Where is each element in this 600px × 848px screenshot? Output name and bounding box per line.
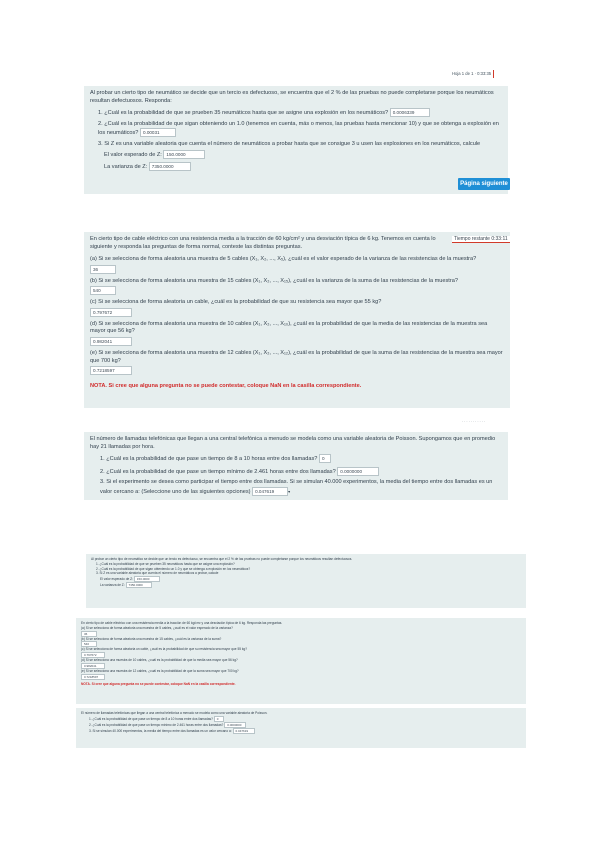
- tires-q3b-input[interactable]: 7350.0000: [149, 162, 191, 171]
- question-panel-calls: [84, 432, 508, 500]
- cables-p1-input[interactable]: 36: [90, 265, 116, 274]
- tires-q3b: [104, 162, 502, 172]
- cables-p5-input[interactable]: 0.7218597: [90, 366, 132, 375]
- header-time-text: Hoja 1 de 1 · 0:33:35: [452, 71, 492, 77]
- thumb2-nota: NOTA. Si cree que alguna pregunta no se puede contestar, coloque NaN en la casilla correspondiente.: [81, 681, 236, 686]
- thumb2-line-4: (d) Si se selecciona una muestra de 10 cables, ¿cuál es la probabilidad de que la media sea mayor que 56 kg?: [81, 658, 238, 663]
- tires-q1-text: 1. ¿Cuál es la probabilidad de que se prueben 35 neumáticos hasta que se asigne una explosión en los neumáticos?: [98, 110, 389, 117]
- cables-nota: NOTA. Si cree que alguna pregunta no se puede contestar, coloque NaN en la casilla correspondiente.: [90, 383, 362, 390]
- question-panel-tires: [84, 86, 508, 194]
- calls-r3-select[interactable]: 0.047619: [252, 487, 288, 496]
- tires-q2-text: 2. ¿Cuál es la probabilidad de que sigan obteniendo un 1.0 (tenemos en cuenta, más o menos, las pruebas hasta mencionar 10) y que se obtenga a explosión en los neumáticos?: [98, 120, 499, 137]
- thumb2-input-3[interactable]: 0.982041: [81, 663, 105, 669]
- thumb1-line-2: 2. ¿Cuál es la probabilidad de que sigan obteniendo un 1.0 y que se obtenga a explosión en los neumáticos?: [96, 566, 251, 571]
- thumb2-line-0: En cierto tipo de cable eléctrico con una resistencia media a la tracción de 60 kg/cm² y una desviación típica de 6 kg. Responda las preguntas.: [81, 621, 283, 625]
- thumb2-line-1: (a) Si se selecciona de forma aleatoria una muestra de 5 cables, ¿cuál es el valor esperado de la varianza?: [81, 625, 233, 630]
- calls-r2: [100, 467, 502, 477]
- cables-p2-input[interactable]: 540: [90, 286, 116, 295]
- calls-intro: El número de llamadas telefónicas que llegan a una central telefónica a menudo se modela como una variable aleatoria de Poisson. Supongamos que en promedio hay 21 llamadas por hora.: [90, 436, 496, 450]
- header-timer: [452, 70, 494, 78]
- question-panel-cables: [84, 232, 510, 408]
- thumb2-line-5: (e) Si se selecciona una muestra de 12 cables, ¿cuál es la probabilidad de que la suma sea mayor que 700 kg?: [81, 668, 239, 673]
- tires-q2: [98, 121, 502, 138]
- calls-r3: [100, 479, 502, 496]
- calls-r1: [100, 454, 502, 464]
- cables-p3: (c) Si se selecciona de forma aleatoria un cable, ¿cuál es la probabilidad de que su resistencia sea mayor que 55 kg?: [90, 299, 382, 306]
- tires-q2-input[interactable]: 0.00031: [140, 128, 176, 137]
- cables-p3-input[interactable]: 0.797672: [90, 308, 132, 317]
- time-remaining-text: Tiempo restante 0:33:11: [454, 236, 508, 242]
- thumb2-line-2: (b) Si se selecciona de forma aleatoria una muestra de 15 cables, ¿cuál es la varianza de la suma?: [81, 636, 222, 641]
- calls-r1-text: 1. ¿Cuál es la probabilidad de que pase un tiempo de 8 a 10 horas entre dos llamadas?: [100, 456, 318, 463]
- cables-p2: (b) Si se selecciona de forma aleatoria una muestra de 15 cables (X₁, X₂, ..., X₁₅), ¿cuál es la varianza de la suma de las resistencias de la muestra?: [90, 277, 458, 284]
- thumb3-line-0: El número de llamadas telefónicas que llegan a una central telefónica a menudo se modela como una variable aleatoria de Poisson.: [81, 711, 268, 715]
- header-marker: [493, 70, 494, 78]
- thumb2-input-1[interactable]: 540: [81, 641, 97, 647]
- thumb1-b-label: La varianza de Z:: [100, 583, 125, 588]
- tires-q3a-label: El valor esperado de Z:: [104, 152, 162, 159]
- tires-q3b-label: La varianza de Z:: [104, 163, 148, 170]
- calls-r2-text: 2. ¿Cuál es la probabilidad de que pase un tiempo mínimo de 2.461 horas entre dos llamadas?: [100, 468, 336, 475]
- thumb2-line-3: (c) Si se selecciona de forma aleatoria un cable, ¿cuál es la probabilidad de que su resistencia sea mayor que 55 kg?: [81, 647, 248, 652]
- thumb-panel-cables: [76, 618, 526, 704]
- calls-r2-input[interactable]: 0.0000000: [337, 467, 379, 476]
- calls-r3-text: 3. Si el experimento se desea como participar el tiempo entre dos llamadas. Si se simulan 40.000 experimentos, la media del tiempo entre dos llamadas es un valor cercano a: (Seleccione uno de las siguientes opciones): [100, 479, 493, 495]
- thumb1-line-0: Al probar un cierto tipo de neumático se decide que un tercio es defectuoso, se encuentra que el 2 % de las pruebas no puede completarse porque los neumáticos resultan defectuosos.: [91, 557, 353, 561]
- thumb3-r3-text: 3. Si se simulan 40.000 experimentos, la media del tiempo entre dos llamadas es un valor cercano a:: [89, 728, 232, 733]
- thumb-panel-calls: [76, 708, 526, 748]
- cables-p4-input[interactable]: 0.982041: [90, 337, 132, 346]
- tires-q1: [98, 108, 502, 118]
- time-remaining-label: [452, 236, 510, 243]
- tires-intro: Al probar un cierto tipo de neumático se decide que un tercio es defectuoso, se encuentra que el 2 % de las pruebas no puede completarse porque los neumáticos resultan defectuosos. Responda:: [90, 90, 494, 104]
- thumb1-b-input[interactable]: 7350.0000: [126, 582, 152, 588]
- cables-p4: (d) Si se selecciona de forma aleatoria una muestra de 10 cables (X₁, X₂, ..., X₁₀), ¿cuál es la probabilidad de que la media de las resistencias de la muestra sea mayor que 56 kg?: [90, 320, 488, 335]
- tires-q3a: [104, 150, 502, 160]
- thumb2-input-2[interactable]: 0.797672: [81, 652, 105, 658]
- thumb-panel-tires: [86, 554, 526, 608]
- cables-p1: (a) Si se selecciona de forma aleatoria una muestra de 5 cables (X₁, X₂, ..., X₅), ¿cuál es el valor esperado de la varianza de las resistencias de la muestra?: [90, 256, 477, 263]
- thumb3-input-0[interactable]: 0: [214, 716, 224, 722]
- thumb3-input-2[interactable]: 0.047619: [233, 728, 255, 734]
- thumb3-r2-text: 2. ¿Cuál es la probabilidad de que pase un tiempo mínimo de 2.461 horas entre dos llamadas?: [89, 722, 224, 727]
- cables-intro: En cierto tipo de cable eléctrico con una resistencia media a la tracción de 60 kg/cm² y una desviación típica de 6 kg. Tenemos en cuenta lo siguiente y responda las preguntas de forma normal, conteste las distintas preguntas.: [90, 236, 436, 250]
- thumb2-input-4[interactable]: 0.7218597: [81, 674, 105, 680]
- thumb1-a-input[interactable]: 150.0000: [134, 576, 160, 582]
- thumb1-line-3: 3. Si Z es una variable aleatoria que cuenta el número de neumáticos a probar, calcule: [96, 571, 219, 576]
- thumb3-r1-text: 1. ¿Cuál es la probabilidad de que pase un tiempo de 8 a 10 horas entre dos llamadas?: [89, 716, 213, 721]
- calls-r3-caret-icon: ▾: [288, 488, 291, 494]
- thumb1-b: [100, 582, 521, 588]
- thumb1-a-label: El valor esperado de Z:: [100, 577, 133, 582]
- thumb2-input-0[interactable]: 36: [81, 631, 97, 637]
- thumb1-line-1: 1. ¿Cuál es la probabilidad de que se prueben 35 neumáticos hasta que se asigne una explosión?: [96, 561, 235, 566]
- page-marker: · · · · · · · · · · ·: [462, 420, 486, 424]
- cables-p5: (e) Si se selecciona de forma aleatoria una muestra de 12 cables (X₁, X₂, ..., X₁₂), ¿cuál es la probabilidad de que la suma de las resistencias de la muestra sea mayor que 700 kg?: [90, 349, 503, 364]
- thumb3-input-1[interactable]: 0.0000000: [224, 722, 246, 728]
- tires-q3a-input[interactable]: 150.0000: [163, 150, 205, 159]
- thumb3-r3: [89, 728, 521, 734]
- tires-q1-input[interactable]: 0.0006339: [390, 108, 430, 117]
- next-page-button[interactable]: Página siguiente: [458, 178, 510, 190]
- calls-r1-input[interactable]: 0: [319, 454, 331, 463]
- tires-q3: 3. Si Z es una variable aleatoria que cuenta el número de neumáticos a probar hasta que se consigue 3 u usen las explosiones en los neumáticos, calcule: [98, 140, 481, 147]
